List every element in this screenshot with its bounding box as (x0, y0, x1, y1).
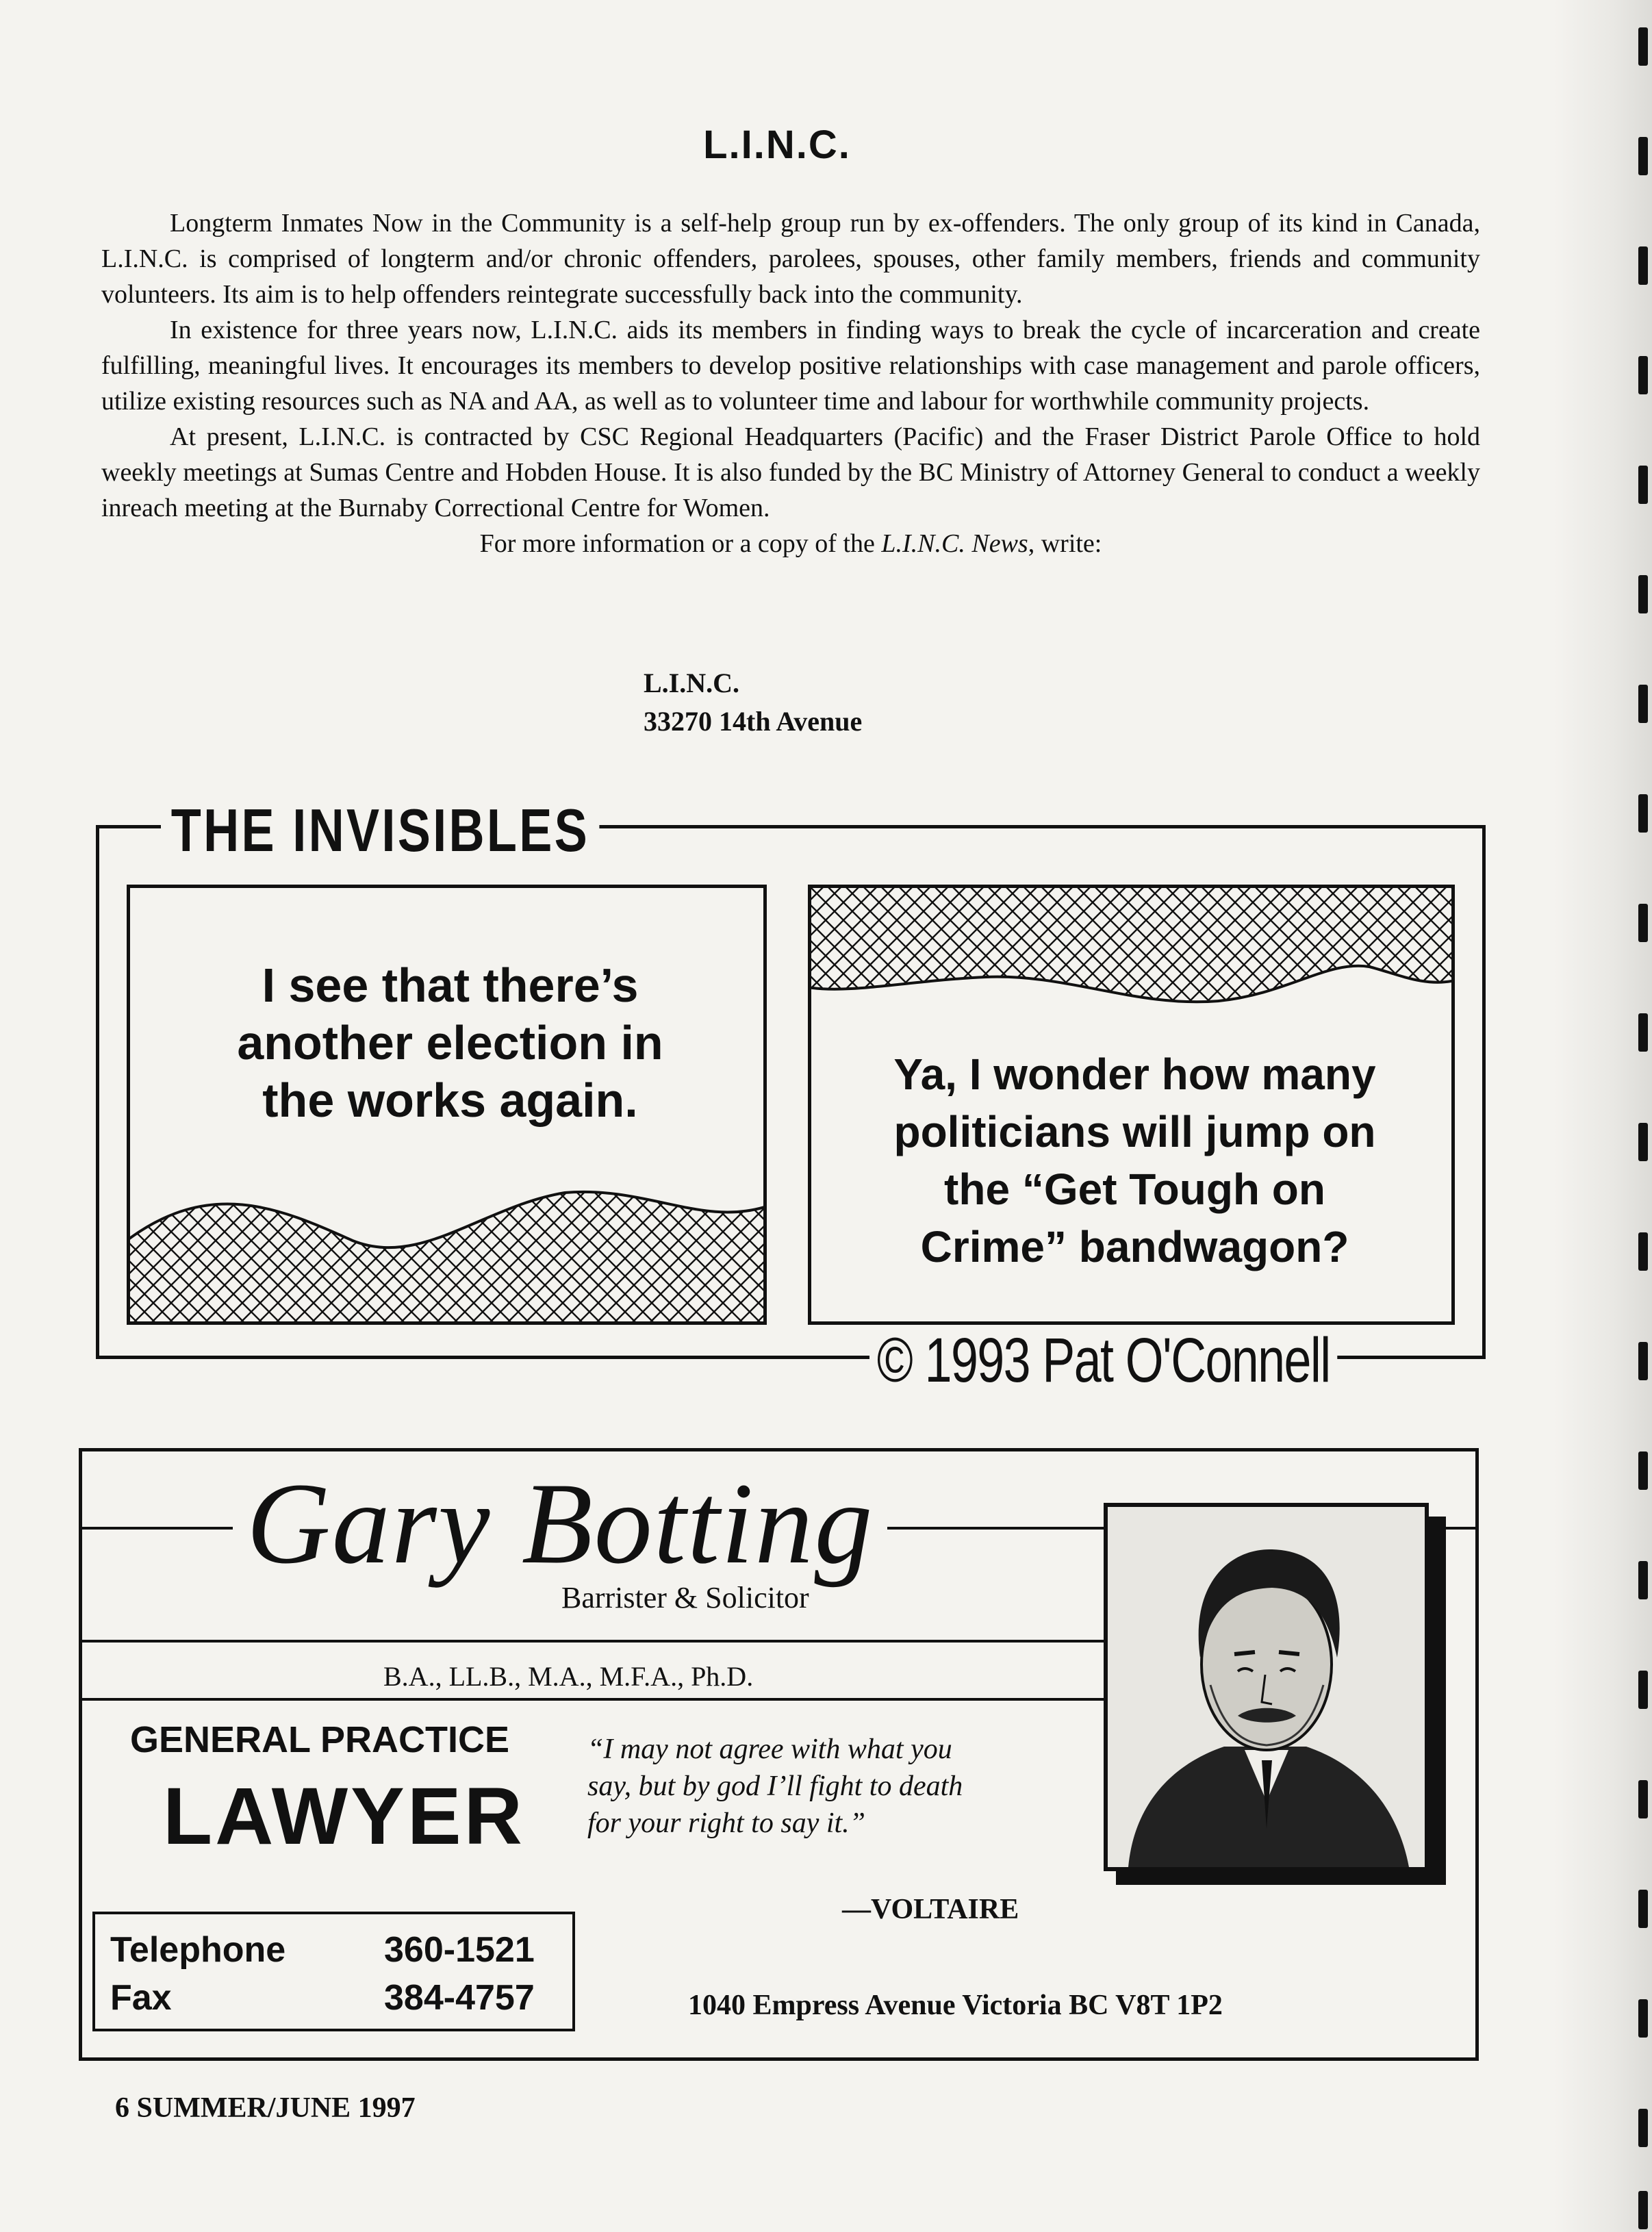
voltaire-quote (587, 1731, 1060, 1842)
lawyer-portrait (1104, 1503, 1429, 1871)
article-paragraph-2: In existence for three years now, L.I.N.C. aids its members in finding ways to break the cycle of incarceration and create fulfilling, meaningful lives. It encourages its members to develop positive relationships with case management and parole officers, utilize existing resources such as NA and AA, as well as to volunteer time and labour for worthwhile community projects. (101, 316, 1480, 416)
quote-line-1: “I may not agree with what you (587, 1734, 952, 1765)
fax-number: 384-4757 (384, 1978, 535, 2018)
ad-rule-lower (79, 1698, 1106, 1701)
fax-label: Fax (110, 1978, 172, 2018)
panel-left-speech (130, 956, 767, 1129)
mailing-address (644, 664, 862, 741)
portrait-illustration (1108, 1507, 1425, 1867)
practice-label: GENERAL PRACTICE (130, 1719, 510, 1760)
article-title: L.I.N.C. (703, 123, 851, 167)
comic-panel-right (808, 885, 1455, 1325)
info-line (101, 526, 1480, 561)
telephone-number: 360-1521 (384, 1930, 535, 1970)
page-footer: 6 SUMMER/JUNE 1997 (115, 2092, 416, 2124)
ad-rule-mid (79, 1640, 1106, 1643)
quote-line-3: for your right to say it.” (587, 1808, 866, 1839)
office-address: 1040 Empress Avenue Victoria BC V8T 1P2 (688, 1990, 1223, 2021)
panel-right-line-2: politicians will jump on (893, 1107, 1376, 1156)
article-paragraph-3: At present, L.I.N.C. is contracted by CSC Regional Headquarters (Pacific) and the Fraser District Parole Office to hold weekly meetings at Sumas Centre and Hobden House. It is also funded by the BC Ministry of Attorney General to conduct a weekly inreach meeting at the Burnaby Correctional Centre for Women. (101, 422, 1480, 522)
comic-title: THE INVISIBLES (161, 796, 600, 865)
panel-right-line-4: Crime” bandwagon? (920, 1222, 1349, 1271)
quote-line-2: say, but by god I’ll fight to death (587, 1771, 963, 1802)
panel-right-line-1: Ya, I wonder how many (893, 1050, 1376, 1099)
telephone-label: Telephone (110, 1930, 286, 1970)
article-body (101, 205, 1480, 561)
address-name: L.I.N.C. (644, 668, 740, 698)
panel-left-line-3: the works again. (262, 1074, 638, 1127)
contact-box (92, 1912, 575, 2031)
lawyer-name: Gary Botting (233, 1457, 887, 1590)
panel-right-speech (811, 1045, 1455, 1276)
quote-author: —VOLTAIRE (842, 1894, 1019, 1925)
telephone-row (110, 1929, 535, 1970)
info-line-prefix: For more information or a copy of the (479, 529, 882, 558)
lawyer-role: Barrister & Solicitor (561, 1581, 809, 1614)
fax-row (110, 1977, 535, 2018)
spiral-binding (1633, 0, 1652, 2232)
panel-right-line-3: the “Get Tough on (944, 1165, 1325, 1214)
info-line-suffix: , write: (1028, 529, 1102, 558)
comic-panel-left (127, 885, 767, 1325)
panel-left-line-2: another election in (237, 1016, 663, 1069)
comic-credit: © 1993 Pat O'Connell (869, 1325, 1338, 1397)
lawyer-degrees: B.A., LL.B., M.A., M.F.A., Ph.D. (383, 1661, 754, 1692)
profession-label: LAWYER (163, 1771, 525, 1862)
panel-left-line-1: I see that there’s (262, 959, 639, 1012)
article-paragraph-1: Longterm Inmates Now in the Community is a self-help group run by ex-offenders. The only group of its kind in Canada, L.I.N.C. is comprised of longterm and/or chronic offenders, parolees, spouses, other family members, friends and community volunteers. Its aim is to help offenders reintegrate successfully back into the community. (101, 209, 1480, 309)
info-line-newsletter: L.I.N.C. News (881, 529, 1028, 558)
address-street: 33270 14th Avenue (644, 706, 863, 737)
